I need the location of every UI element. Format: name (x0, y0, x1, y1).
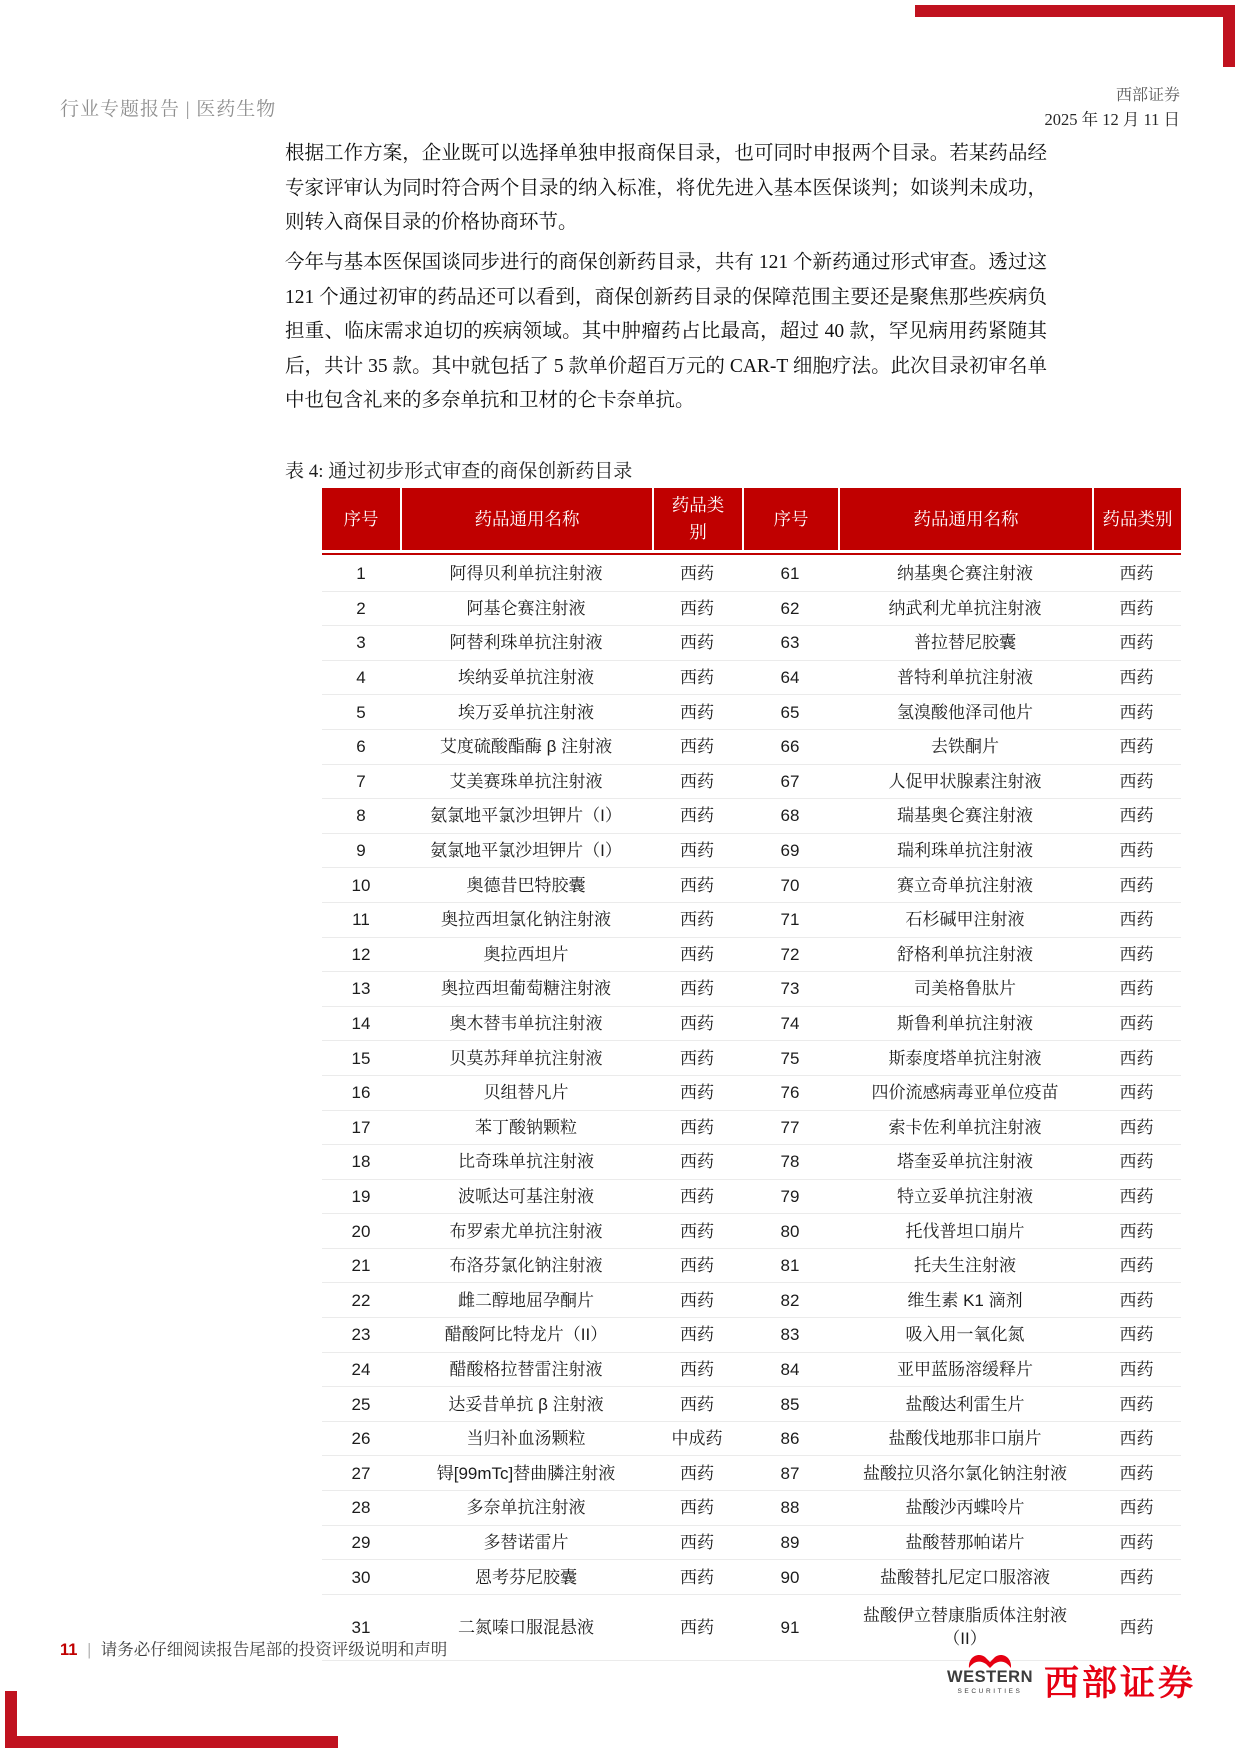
row-no-left: 16 (351, 1083, 371, 1103)
drug-category-left: 西药 (680, 1117, 714, 1137)
drug-name-left: 苯丁酸钠颗粒 (475, 1117, 577, 1137)
drug-name-left: 达妥昔单抗 β 注射液 (448, 1394, 604, 1414)
drug-category-left: 西药 (680, 1083, 714, 1103)
row-no-left: 20 (351, 1221, 371, 1241)
bottom-left-corner-mark-horizontal (5, 1736, 338, 1748)
drug-category-left: 西药 (680, 1463, 714, 1483)
row-no-left: 6 (356, 737, 366, 757)
row-no-left: 13 (351, 979, 371, 999)
drug-name-right: 纳基奥仑赛注射液 (897, 564, 1033, 584)
row-no-left: 7 (356, 771, 366, 791)
drug-name-left: 波哌达可基注射液 (458, 1186, 594, 1206)
drug-category-right: 西药 (1119, 841, 1154, 861)
row-no-right: 81 (780, 1256, 800, 1276)
drug-name-right: 普特利单抗注射液 (897, 668, 1033, 688)
drug-category-right: 西药 (1119, 1325, 1154, 1345)
table-row (322, 695, 1181, 730)
drug-name-left: 布罗索尤单抗注射液 (449, 1221, 603, 1241)
drug-name-right: 亚甲蓝肠溶缓释片 (897, 1359, 1033, 1379)
logo-text-chinese: 西部证券 (1044, 1664, 1197, 1703)
table-row (322, 903, 1181, 938)
drug-name-left: 雌二醇地屈孕酮片 (458, 1290, 594, 1310)
table-row (322, 972, 1181, 1007)
drug-name-right: 盐酸伊立替康脂质体注射液 （II） (863, 1606, 1067, 1649)
row-no-right: 88 (780, 1498, 800, 1518)
row-no-right: 72 (780, 944, 800, 964)
drug-category-left: 西药 (680, 1256, 714, 1276)
drug-category-left: 西药 (680, 910, 714, 930)
row-no-left: 11 (352, 910, 370, 930)
drug-name-right: 索卡佐利单抗注射液 (888, 1117, 1042, 1137)
drug-name-left: 比奇珠单抗注射液 (458, 1152, 594, 1172)
row-no-right: 86 (780, 1429, 800, 1449)
row-no-right: 91 (780, 1617, 800, 1637)
row-no-left: 8 (356, 806, 366, 826)
report-date: 2025 年 12 月 11 日 (1044, 110, 1180, 129)
table-row (322, 1214, 1181, 1249)
drug-category-left: 西药 (680, 564, 714, 584)
drug-name-right: 盐酸拉贝洛尔氯化钠注射液 (863, 1463, 1067, 1483)
drug-name-right: 瑞利珠单抗注射液 (897, 841, 1033, 861)
table-row (322, 938, 1181, 973)
drug-name-left: 阿基仑赛注射液 (466, 598, 586, 618)
row-no-right: 84 (780, 1359, 800, 1379)
drug-category-right: 西药 (1119, 979, 1154, 999)
drug-name-left: 氨氯地平氯沙坦钾片（I） (430, 841, 622, 861)
drug-name-right: 四价流感病毒亚单位疫苗 (871, 1083, 1059, 1103)
drug-name-right: 盐酸达利雷生片 (905, 1394, 1025, 1414)
drug-category-right: 西药 (1119, 702, 1154, 722)
drug-name-right: 维生素 K1 滴剂 (907, 1290, 1023, 1310)
drug-category-right: 西药 (1119, 1256, 1154, 1276)
row-no-right: 63 (780, 633, 800, 653)
column-header-drug-category-right: 药品类别 (1092, 488, 1181, 550)
row-no-left: 27 (351, 1463, 371, 1483)
row-no-right: 69 (780, 841, 800, 861)
drug-category-left: 西药 (680, 737, 714, 757)
drug-category-right: 西药 (1119, 1152, 1154, 1172)
column-header-drug-name-left: 药品通用名称 (400, 488, 652, 550)
table-header-row (322, 488, 1181, 550)
drug-name-left: 锝[99mTc]替曲膦注射液 (436, 1463, 616, 1483)
drug-category-right: 西药 (1119, 944, 1154, 964)
drug-name-right: 盐酸沙丙蝶呤片 (905, 1498, 1025, 1518)
drug-name-right: 石杉碱甲注射液 (905, 910, 1025, 930)
page-number: 11 (60, 1641, 78, 1659)
company-logo (944, 1650, 1197, 1703)
top-right-corner-mark-vertical (1223, 5, 1235, 67)
drug-name-right: 人促甲状腺素注射液 (888, 771, 1042, 791)
table-row (322, 1041, 1181, 1076)
drug-name-left: 埃纳妥单抗注射液 (458, 668, 594, 688)
table-row (322, 1318, 1181, 1353)
drug-name-left: 多奈单抗注射液 (466, 1498, 586, 1518)
row-no-left: 9 (356, 841, 366, 861)
drug-name-left: 贝组替凡片 (483, 1083, 569, 1103)
drug-category-right: 西药 (1119, 564, 1154, 584)
drug-name-right: 去铁酮片 (931, 737, 999, 757)
drug-name-right: 塔奎妥单抗注射液 (897, 1152, 1033, 1172)
drug-name-left: 氨氯地平氯沙坦钾片（I） (430, 806, 622, 826)
top-right-corner-mark-horizontal (915, 5, 1235, 17)
drug-category-right: 西药 (1119, 1048, 1154, 1068)
drug-category-left: 西药 (680, 1394, 714, 1414)
drug-name-left: 恩考芬尼胶囊 (475, 1567, 577, 1587)
drug-name-right: 舒格利单抗注射液 (897, 944, 1033, 964)
row-no-left: 22 (351, 1290, 371, 1310)
drug-category-right: 西药 (1119, 1429, 1154, 1449)
drug-category-left: 西药 (680, 598, 714, 618)
drug-name-right: 特立妥单抗注射液 (897, 1186, 1033, 1206)
drug-category-left: 西药 (680, 1359, 714, 1379)
drug-category-right: 西药 (1119, 1083, 1154, 1103)
row-no-left: 5 (356, 702, 366, 722)
drug-category-right: 西药 (1119, 668, 1154, 688)
table-row (322, 799, 1181, 834)
table-header-underline (322, 553, 1181, 556)
row-no-right: 74 (780, 1014, 800, 1034)
drug-category-left: 西药 (680, 633, 714, 653)
row-no-right: 83 (780, 1325, 800, 1345)
row-no-right: 64 (780, 668, 800, 688)
drug-category-right: 西药 (1119, 1617, 1154, 1637)
drug-name-right: 盐酸替那帕诺片 (905, 1532, 1025, 1552)
row-no-left: 31 (351, 1617, 371, 1637)
drug-category-left: 西药 (680, 1617, 714, 1637)
row-no-right: 76 (780, 1083, 800, 1103)
page-footer (60, 1636, 447, 1660)
row-no-right: 77 (780, 1117, 800, 1137)
column-header-drug-category-left: 药品类别 (652, 488, 742, 550)
table-row (322, 834, 1181, 869)
drug-name-left: 艾度硫酸酯酶 β 注射液 (439, 737, 613, 757)
row-no-left: 12 (351, 944, 371, 964)
drug-name-left: 醋酸格拉替雷注射液 (449, 1359, 603, 1379)
row-no-left: 18 (351, 1152, 371, 1172)
drug-name-left: 二氮嗪口服混悬液 (458, 1617, 594, 1637)
row-no-right: 80 (780, 1221, 800, 1241)
drug-category-left: 西药 (680, 1567, 714, 1587)
drug-name-right: 纳武利尤单抗注射液 (888, 598, 1042, 618)
drug-category-right: 西药 (1119, 875, 1154, 895)
row-no-left: 28 (351, 1498, 371, 1518)
table-row (322, 1560, 1181, 1595)
logo-text-western: WESTERN (947, 1668, 1033, 1686)
drug-name-left: 埃万妥单抗注射液 (458, 702, 594, 722)
logo-text-securities: SECURITIES (957, 1688, 1023, 1695)
drug-category-left: 西药 (680, 1221, 714, 1241)
drug-category-right: 西药 (1119, 737, 1154, 757)
drug-name-right: 吸入用一氧化氮 (905, 1325, 1025, 1345)
row-no-left: 29 (351, 1532, 371, 1552)
column-header-no-left: 序号 (322, 488, 400, 550)
drug-category-right: 西药 (1119, 806, 1154, 826)
table-row (322, 1145, 1181, 1180)
drug-name-left: 奥木替韦单抗注射液 (449, 1014, 603, 1034)
drug-category-right: 西药 (1119, 1290, 1154, 1310)
row-no-right: 79 (780, 1186, 800, 1206)
bull-horns-icon (968, 1652, 1012, 1669)
drug-category-right: 西药 (1119, 1359, 1154, 1379)
table-row (322, 1111, 1181, 1146)
column-header-no-right: 序号 (742, 488, 838, 550)
row-no-right: 87 (780, 1463, 800, 1483)
drug-category-right: 西药 (1119, 1221, 1154, 1241)
row-no-left: 17 (351, 1117, 371, 1137)
table-row (322, 1353, 1181, 1388)
table-row (322, 1422, 1181, 1457)
drug-name-right: 盐酸替扎尼定口服溶液 (880, 1567, 1050, 1587)
table-row (322, 1283, 1181, 1318)
drug-name-right: 司美格鲁肽片 (914, 979, 1016, 999)
drug-category-right: 西药 (1119, 1532, 1154, 1552)
table-row (322, 1249, 1181, 1284)
drug-name-right: 斯鲁利单抗注射液 (897, 1014, 1033, 1034)
drug-category-right: 西药 (1119, 1394, 1154, 1414)
drug-name-left: 醋酸阿比特龙片（II） (444, 1325, 608, 1345)
drug-name-right: 赛立奇单抗注射液 (897, 875, 1033, 895)
drug-category-left: 西药 (680, 1186, 714, 1206)
body-paragraph-2: 今年与基本医保国谈同步进行的商保创新药目录，共有 121 个新药通过形式审查。透过这 121 个通过初审的药品还可以看到，商保创新药目录的保障范围主要还是聚焦那些疾病负担重、临床需求迫切的疾病领域。其中肿瘤药占比最高，超过 40 款，罕见病用药紧随其后，共计 35 款。其中就包括了 5 款单价超百万元的 CAR-T 细胞疗法。此次目录初审名单中也包含礼来的多奈单抗和卫材的仑卡奈单抗。 (285, 252, 1047, 411)
drug-name-right: 托夫生注射液 (914, 1256, 1016, 1276)
table-body (322, 557, 1181, 1661)
drug-category-left: 西药 (680, 1014, 714, 1034)
drug-category-right: 西药 (1119, 633, 1154, 653)
drug-name-left: 阿得贝利单抗注射液 (449, 564, 603, 584)
drug-category-right: 西药 (1119, 1567, 1154, 1587)
row-no-right: 89 (780, 1532, 800, 1552)
table-row (322, 661, 1181, 696)
row-no-right: 68 (780, 806, 800, 826)
row-no-left: 30 (351, 1567, 371, 1587)
row-no-left: 14 (351, 1014, 371, 1034)
row-no-left: 25 (351, 1394, 371, 1414)
drug-category-left: 西药 (680, 771, 714, 791)
drug-category-left: 西药 (680, 944, 714, 964)
table-row (322, 1387, 1181, 1422)
drug-category-left: 西药 (680, 841, 714, 861)
drug-name-left: 布洛芬氯化钠注射液 (449, 1256, 603, 1276)
drug-name-left: 多替诺雷片 (483, 1532, 569, 1552)
row-no-left: 4 (356, 668, 366, 688)
row-no-right: 90 (780, 1567, 800, 1587)
row-no-left: 10 (351, 875, 371, 895)
table-row (322, 868, 1181, 903)
row-no-left: 21 (351, 1256, 371, 1276)
table-row (322, 1180, 1181, 1215)
drug-name-left: 当归补血汤颗粒 (466, 1429, 586, 1449)
drug-name-right: 氢溴酸他泽司他片 (897, 702, 1033, 722)
brand-name-top: 西部证券 (1115, 87, 1180, 104)
row-no-right: 75 (780, 1048, 800, 1068)
table-row (322, 592, 1181, 627)
drug-category-right: 西药 (1119, 1498, 1154, 1518)
row-no-left: 24 (351, 1359, 371, 1379)
drug-category-right: 西药 (1119, 771, 1154, 791)
row-no-left: 23 (351, 1325, 371, 1345)
row-no-right: 62 (780, 598, 800, 618)
row-no-right: 78 (780, 1152, 800, 1172)
row-no-right: 66 (780, 737, 800, 757)
row-no-left: 3 (356, 633, 366, 653)
row-no-left: 2 (356, 598, 366, 618)
drug-category-left: 西药 (680, 1152, 714, 1172)
drug-category-left: 中成药 (671, 1429, 723, 1449)
row-no-right: 71 (780, 910, 800, 930)
drug-name-left: 贝莫苏拜单抗注射液 (449, 1048, 603, 1068)
drug-name-right: 瑞基奥仑赛注射液 (897, 806, 1033, 826)
drug-directory-table (322, 488, 1181, 1661)
row-no-right: 85 (780, 1394, 800, 1414)
table-row (322, 557, 1181, 592)
row-no-right: 67 (780, 771, 800, 791)
column-header-drug-name-right: 药品通用名称 (838, 488, 1092, 550)
table-row (322, 730, 1181, 765)
drug-category-right: 西药 (1119, 1186, 1154, 1206)
body-paragraph-1: 根据工作方案，企业既可以选择单独申报商保目录，也可同时申报两个目录。若某药品经专家评审认为同时符合两个目录的纳入标准，将优先进入基本医保谈判；如谈判未成功，则转入商保目录的价格协商环节。 (285, 143, 1047, 233)
drug-name-right: 普拉替尼胶囊 (914, 633, 1016, 653)
row-no-right: 73 (780, 979, 800, 999)
drug-category-left: 西药 (680, 979, 714, 999)
drug-category-left: 西药 (680, 806, 714, 826)
drug-name-left: 艾美赛珠单抗注射液 (449, 771, 603, 791)
logo-western-block (944, 1653, 1036, 1695)
table-row (322, 1076, 1181, 1111)
row-no-right: 61 (780, 564, 800, 584)
drug-category-left: 西药 (680, 1532, 714, 1552)
drug-category-right: 西药 (1119, 1117, 1154, 1137)
table-row (322, 1456, 1181, 1491)
drug-name-left: 阿替利珠单抗注射液 (449, 633, 603, 653)
table-row (322, 626, 1181, 661)
table-row (322, 1491, 1181, 1526)
row-no-right: 70 (780, 875, 800, 895)
drug-category-left: 西药 (680, 1048, 714, 1068)
drug-name-left: 奥德昔巴特胶囊 (466, 875, 586, 895)
footer-disclaimer: 请务必仔细阅读报告尾部的投资评级说明和声明 (100, 1640, 448, 1659)
drug-name-right: 盐酸伐地那非口崩片 (888, 1429, 1042, 1449)
table-row (322, 1007, 1181, 1042)
drug-category-right: 西药 (1119, 1014, 1154, 1034)
drug-name-left: 奥拉西坦片 (483, 944, 569, 964)
drug-category-right: 西药 (1119, 910, 1154, 930)
row-no-left: 19 (351, 1186, 371, 1206)
footer-separator: | (87, 1640, 91, 1659)
drug-category-right: 西药 (1119, 1463, 1154, 1483)
drug-name-left: 奥拉西坦葡萄糖注射液 (441, 979, 611, 999)
report-type-header: 行业专题报告 | 医药生物 (60, 99, 277, 120)
drug-category-left: 西药 (680, 1290, 714, 1310)
drug-name-right: 托伐普坦口崩片 (905, 1221, 1025, 1241)
row-no-right: 65 (780, 702, 800, 722)
drug-name-left: 奥拉西坦氯化钠注射液 (441, 910, 611, 930)
row-no-left: 26 (351, 1429, 371, 1449)
row-no-left: 15 (351, 1048, 371, 1068)
drug-name-right: 斯泰度塔单抗注射液 (888, 1048, 1042, 1068)
drug-category-left: 西药 (680, 1498, 714, 1518)
drug-category-left: 西药 (680, 702, 714, 722)
drug-category-left: 西药 (680, 1325, 714, 1345)
row-no-right: 82 (780, 1290, 800, 1310)
table-row (322, 1526, 1181, 1561)
table-row (322, 765, 1181, 800)
row-no-left: 1 (356, 564, 366, 584)
drug-category-left: 西药 (680, 668, 714, 688)
drug-category-left: 西药 (680, 875, 714, 895)
drug-category-right: 西药 (1119, 598, 1154, 618)
table-title: 表 4: 通过初步形式审查的商保创新药目录 (285, 461, 633, 482)
